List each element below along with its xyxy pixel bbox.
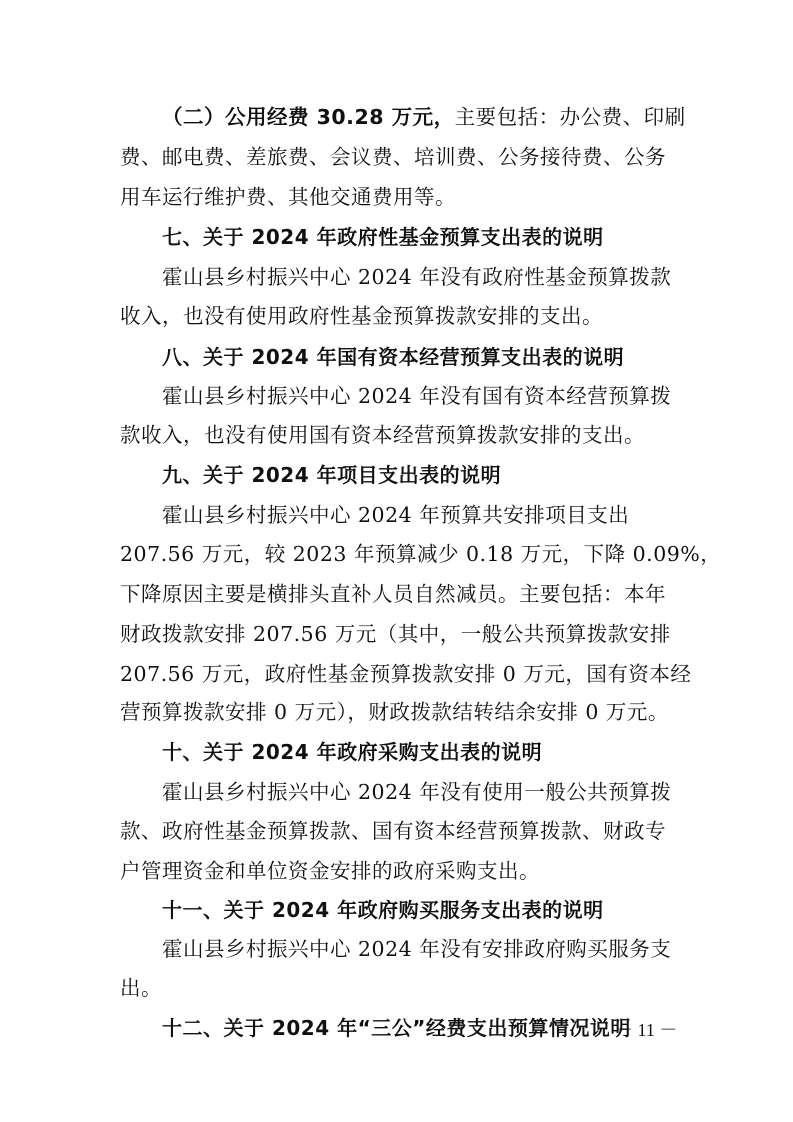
section-10-text-line-1: 霍山县乡村振兴中心 2024 年没有使用一般公共预算拨 (162, 780, 672, 804)
paragraph-public-funds-line-1 (162, 103, 686, 131)
section-9-text-line-1: 霍山县乡村振兴中心 2024 年预算共安排项目支出 (162, 503, 630, 527)
section-10-text-line-2: 款、政府性基金预算拨款、国有资本经营预算拨款、财政专 (120, 819, 666, 843)
section-9-text-line-6: 营预算拨款安排 0 万元），财政拨款结转结余安排 0 万元。 (120, 700, 669, 724)
paragraph-public-funds-line-2: 费、邮电费、差旅费、会议费、培训费、公务接待费、公务 (120, 145, 666, 169)
public-funds-text: 主要包括：办公费、印刷 (454, 105, 686, 129)
section-10-text-line-3: 户管理资金和单位资金安排的政府采购支出。 (120, 859, 540, 883)
section-9-text-line-5: 207.56 万元，政府性基金预算拨款安排 0 万元，国有资本经 (120, 662, 692, 686)
section-8-text-line-2: 款收入，也没有使用国有资本经营预算拨款安排的支出。 (120, 423, 645, 447)
section-10-heading: 十、关于 2024 年政府采购支出表的说明 (162, 740, 543, 764)
section-9-text-line-3: 下降原因主要是横排头直补人员自然减员。主要包括：本年 (120, 582, 666, 606)
section-9-heading: 九、关于 2024 年项目支出表的说明 (162, 463, 502, 487)
section-7-heading: 七、关于 2024 年政府性基金预算支出表的说明 (162, 225, 604, 249)
page-number: － 11 － (615, 1020, 678, 1040)
paragraph-public-funds-line-3: 用车运行维护费、其他交通费用等。 (120, 185, 456, 209)
section-7-text-line-2: 收入，也没有使用政府性基金预算拨款安排的支出。 (120, 304, 603, 328)
section-8-heading: 八、关于 2024 年国有资本经营预算支出表的说明 (162, 345, 625, 369)
section-11-text-line-1: 霍山县乡村振兴中心 2024 年没有安排政府购买服务支 (162, 937, 672, 961)
section-7-text-line-1: 霍山县乡村振兴中心 2024 年没有政府性基金预算拨款 (162, 265, 672, 289)
section-11-heading: 十一、关于 2024 年政府购买服务支出表的说明 (162, 898, 604, 922)
section-11-text-line-2: 出。 (120, 976, 162, 1000)
section-9-text-line-2: 207.56 万元，较 2023 年预算减少 0.18 万元，下降 0.09%， (120, 542, 722, 566)
section-8-text-line-1: 霍山县乡村振兴中心 2024 年没有国有资本经营预算拨 (162, 384, 672, 408)
section-9-text-line-4: 财政拨款安排 207.56 万元（其中，一般公共预算拨款安排 (120, 622, 671, 646)
section-12-heading: 十二、关于 2024 年“三公”经费支出预算情况说明 (162, 1016, 631, 1040)
public-funds-label: （二）公用经费 30.28 万元， (162, 105, 455, 129)
